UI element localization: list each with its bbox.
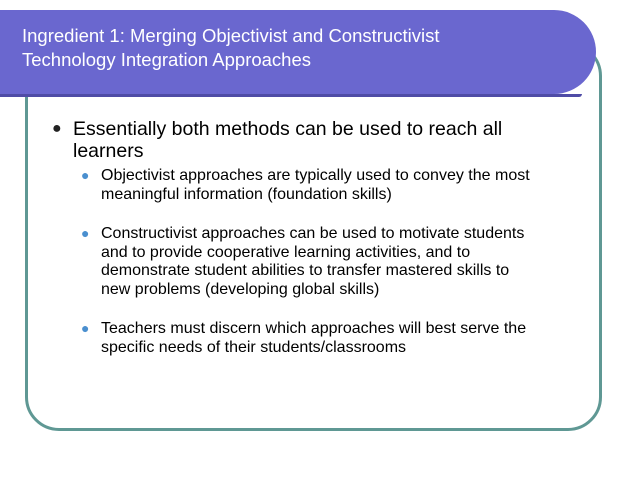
sub-bullet-constructivist	[81, 225, 586, 299]
sub-bullet-teachers	[81, 320, 586, 357]
sub-bullet-line: and to provide cooperative learning activities, and to	[101, 243, 471, 261]
sub-bullet-icon: ●	[81, 167, 90, 183]
sub-bullet-icon: ●	[81, 320, 90, 336]
sub-bullet-line: meaningful information (foundation skills)	[101, 185, 392, 203]
sub-bullet-icon: ●	[81, 225, 90, 241]
slide-body	[46, 118, 586, 357]
slide-title-line-2: Technology Integration Approaches	[22, 49, 312, 70]
sub-bullet-objectivist	[81, 167, 586, 204]
sub-bullet-line: specific needs of their students/classrooms	[101, 338, 407, 356]
sub-bullet-line: Constructivist approaches can be used to motivate students	[101, 225, 525, 242]
sub-bullet-line: demonstrate student abilities to transfer mastered skills to	[101, 262, 510, 279]
main-bullet-icon: ●	[52, 120, 62, 137]
slide-title-line-1: Ingredient 1: Merging Objectivist and Constructivist	[22, 25, 440, 46]
title-bar-shadow	[0, 94, 582, 97]
sub-bullet-line: Teachers must discern which approaches will best serve the	[101, 320, 527, 337]
main-bullet	[46, 118, 586, 162]
main-bullet-line-2: learners	[73, 140, 144, 162]
main-bullet-line-1: Essentially both methods can be used to reach all	[73, 118, 503, 140]
slide-title	[22, 24, 582, 72]
sub-bullet-line: Objectivist approaches are typically used to convey the most	[101, 167, 530, 184]
sub-bullet-line: new problems (developing global skills)	[101, 280, 380, 298]
